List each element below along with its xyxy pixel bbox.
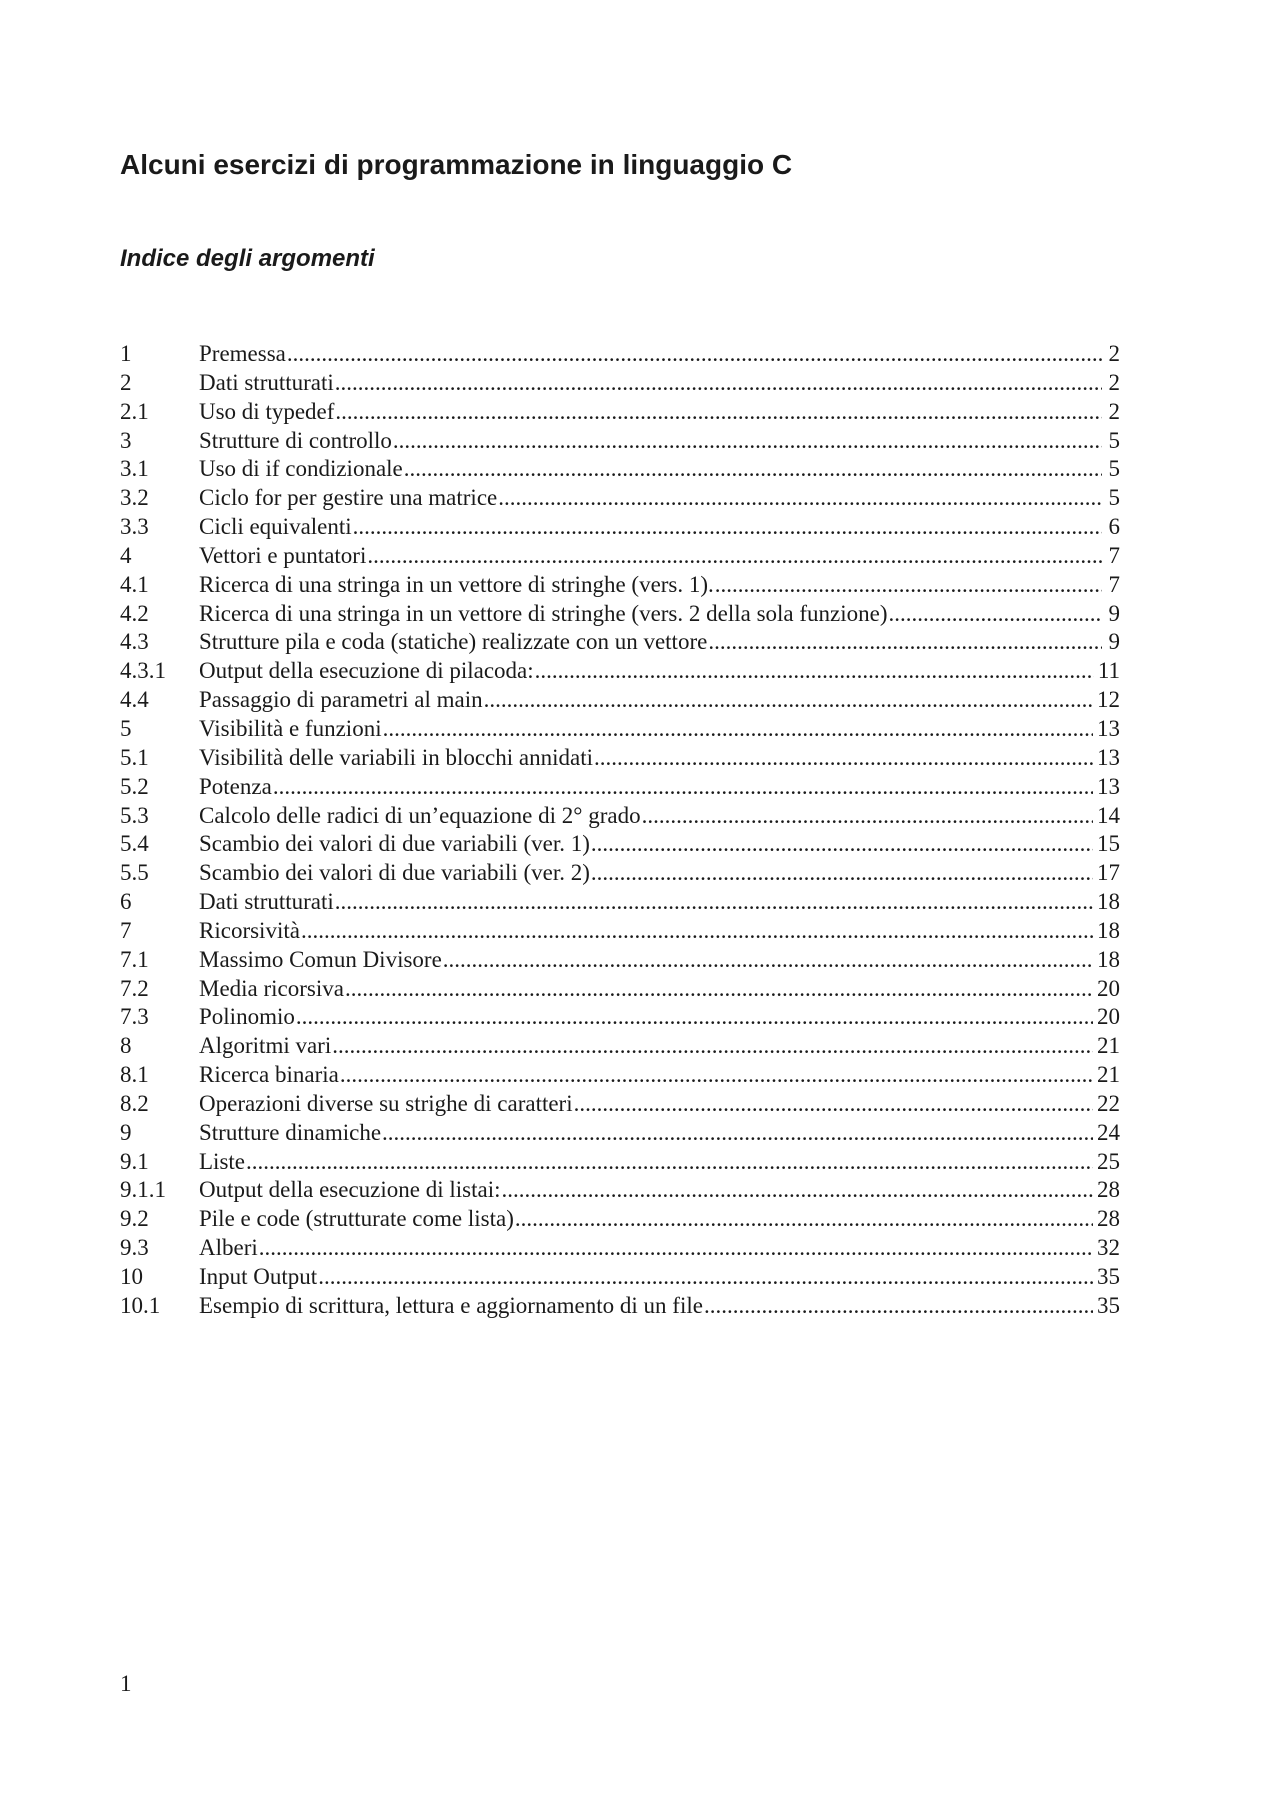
toc-entry-page: 2 — [1108, 398, 1120, 424]
toc-entry[interactable] — [120, 571, 1120, 600]
toc-entry[interactable] — [120, 427, 1120, 456]
toc-dot-leader — [246, 1148, 1093, 1177]
toc-entry-title: Passaggio di parametri al main — [199, 687, 483, 713]
toc-entry-title: Visibilità delle variabili in blocchi annidati — [199, 744, 593, 770]
toc-entry-title: Pile e code (strutturate come lista) — [199, 1206, 514, 1232]
toc-entry-page: 32 — [1097, 1235, 1120, 1261]
toc-entry-title: Input Output — [199, 1264, 318, 1289]
toc-entry-number: 7.3 — [120, 1004, 149, 1030]
toc-dot-leader — [704, 1292, 1093, 1321]
toc-entry-title: Strutture pila e coda (statiche) realizzate con un vettore — [199, 629, 708, 655]
toc-entry-title: Alberi — [199, 1235, 258, 1261]
toc-dot-leader — [273, 773, 1093, 802]
toc-entry-number: 5 — [120, 715, 132, 741]
toc-entry-number: 7.1 — [120, 946, 149, 972]
toc-entry-title: Premessa — [199, 341, 286, 366]
toc-entry-number: 4.3 — [120, 629, 149, 655]
toc-entry-number: 6 — [120, 889, 132, 915]
toc-dot-leader — [501, 1176, 1093, 1205]
toc-entry[interactable] — [120, 888, 1120, 917]
toc-entry-title: Ricorsività — [199, 917, 300, 943]
toc-entry-title: Esempio di scrittura, lettura e aggiornamento di un file — [199, 1292, 703, 1318]
toc-dot-leader — [393, 427, 1102, 456]
toc-entry-title: Visibilità e funzioni — [199, 715, 382, 741]
toc-entry-title: Operazioni diverse su strighe di caratteri — [199, 1090, 573, 1116]
page-number: 1 — [120, 1671, 132, 1696]
toc-entry-number: 3.3 — [120, 514, 149, 540]
toc-entry[interactable] — [120, 1061, 1120, 1090]
toc-entry[interactable] — [120, 628, 1120, 657]
toc-entry-number: 8 — [120, 1033, 132, 1059]
toc-entry[interactable] — [120, 513, 1120, 542]
toc-entry[interactable] — [120, 369, 1120, 398]
document-title: Alcuni esercizi di programmazione in linguaggio C — [120, 149, 793, 180]
toc-entry[interactable] — [120, 1003, 1120, 1032]
toc-entry-title: Output della esecuzione di pilacoda: — [199, 658, 534, 684]
toc-entry-page: 2 — [1108, 341, 1120, 366]
toc-entry-page: 18 — [1097, 889, 1120, 915]
toc-entry-page: 5 — [1108, 485, 1120, 511]
toc-entry-title: Uso di typedef — [199, 398, 335, 424]
toc-entry[interactable] — [120, 484, 1120, 513]
toc-entry-page: 12 — [1097, 687, 1120, 713]
toc-dot-leader — [594, 744, 1093, 773]
toc-entry[interactable] — [120, 1176, 1120, 1205]
toc-entry-title: Media ricorsiva — [199, 975, 344, 1001]
toc-dot-leader — [591, 830, 1093, 859]
toc-entry-title: Strutture di controllo — [199, 427, 392, 453]
toc-entry[interactable] — [120, 1119, 1120, 1148]
toc-entry-page: 21 — [1097, 1033, 1120, 1059]
toc-entry-page: 5 — [1108, 427, 1120, 453]
toc-entry[interactable] — [120, 917, 1120, 946]
toc-dot-leader — [296, 1003, 1093, 1032]
toc-entry-title: Ciclo for per gestire una matrice — [199, 485, 498, 511]
toc-entry-title: Liste — [199, 1148, 245, 1174]
toc-dot-leader — [382, 1119, 1093, 1148]
toc-entry[interactable] — [120, 340, 1120, 369]
toc-entry-title: Cicli equivalenti — [199, 514, 352, 540]
toc-entry-number: 5.1 — [120, 744, 149, 770]
toc-entry-title: Massimo Comun Divisore — [199, 946, 442, 972]
toc-entry[interactable] — [120, 1234, 1120, 1263]
toc-entry-number: 8.1 — [120, 1062, 149, 1088]
toc-entry[interactable] — [120, 1148, 1120, 1177]
toc-dot-leader — [715, 571, 1102, 600]
toc-entry-title: Scambio dei valori di due variabili (ver. 1) — [199, 831, 590, 857]
toc-entry-number: 5.4 — [120, 831, 149, 857]
toc-entry[interactable] — [120, 686, 1120, 715]
toc-entry-page: 14 — [1097, 802, 1120, 828]
toc-entry-title: Scambio dei valori di due variabili (ver. 2) — [199, 860, 590, 886]
toc-entry-number: 4.3.1 — [120, 658, 166, 684]
toc-dot-leader — [301, 917, 1093, 946]
toc-entry[interactable] — [120, 773, 1120, 802]
toc-entry-title: Ricerca di una stringa in un vettore di stringhe (vers. 1). — [199, 571, 714, 597]
toc-entry-page: 24 — [1097, 1119, 1120, 1145]
toc-entry-number: 9.1.1 — [120, 1177, 166, 1203]
toc-dot-leader — [367, 542, 1102, 571]
toc-entry-title: Uso di if condizionale — [199, 456, 403, 482]
toc-entry-page: 18 — [1097, 946, 1120, 972]
toc-dot-leader — [574, 1090, 1093, 1119]
toc-entry-number: 5.5 — [120, 860, 149, 886]
toc-dot-leader — [404, 455, 1102, 484]
toc-entry-page: 7 — [1108, 571, 1120, 597]
toc-dot-leader — [335, 888, 1093, 917]
toc-entry-number: 10.1 — [120, 1292, 161, 1318]
toc-entry-page: 20 — [1097, 975, 1120, 1001]
toc-entry-page: 13 — [1097, 773, 1120, 799]
toc-entry-number: 2.1 — [120, 398, 149, 424]
toc-entry[interactable] — [120, 455, 1120, 484]
toc-entry-page: 21 — [1097, 1062, 1120, 1088]
table-of-contents — [120, 340, 1120, 1321]
toc-entry-number: 4.1 — [120, 571, 149, 597]
toc-dot-leader — [708, 628, 1102, 657]
toc-entry[interactable] — [120, 1205, 1120, 1234]
toc-entry[interactable] — [120, 744, 1120, 773]
toc-entry-number: 7 — [120, 917, 132, 943]
toc-entry[interactable] — [120, 1090, 1120, 1119]
toc-entry-page: 9 — [1108, 600, 1120, 626]
toc-entry-title: Ricerca di una stringa in un vettore di stringhe (vers. 2 della sola funzione) — [199, 600, 888, 626]
toc-entry-number: 5.3 — [120, 802, 149, 828]
toc-entry-page: 2 — [1108, 369, 1120, 395]
toc-entry-page: 35 — [1097, 1292, 1120, 1318]
toc-entry[interactable] — [120, 715, 1120, 744]
toc-dot-leader — [332, 1032, 1093, 1061]
toc-dot-leader — [335, 398, 1102, 427]
toc-entry[interactable] — [120, 830, 1120, 859]
toc-dot-leader — [535, 657, 1094, 686]
toc-entry-title: Vettori e puntatori — [199, 542, 367, 568]
toc-dot-leader — [484, 686, 1093, 715]
toc-entry-page: 18 — [1097, 917, 1120, 943]
toc-entry-page: 5 — [1108, 456, 1120, 482]
toc-dot-leader — [383, 715, 1093, 744]
toc-dot-leader — [889, 600, 1102, 629]
toc-entry-number: 8.2 — [120, 1090, 149, 1116]
toc-entry-page: 25 — [1097, 1148, 1120, 1174]
toc-entry-number: 4.2 — [120, 600, 149, 626]
toc-entry-number: 2 — [120, 369, 132, 395]
toc-entry-number: 10 — [120, 1264, 143, 1289]
toc-entry[interactable] — [120, 600, 1120, 629]
toc-entry[interactable] — [120, 859, 1120, 888]
toc-entry-number: 3.1 — [120, 456, 149, 482]
toc-entry-title: Ricerca binaria — [199, 1062, 339, 1088]
toc-entry-number: 7.2 — [120, 975, 149, 1001]
toc-dot-leader — [443, 946, 1093, 975]
toc-entry-title: Potenza — [199, 773, 272, 799]
toc-entry-page: 20 — [1097, 1004, 1120, 1030]
toc-entry-page: 7 — [1108, 542, 1120, 568]
toc-dot-leader — [345, 975, 1093, 1004]
toc-entry-number: 1 — [120, 341, 132, 366]
toc-entry-page: 6 — [1108, 514, 1120, 540]
toc-entry-title: Output della esecuzione di listai: — [199, 1177, 501, 1203]
toc-entry[interactable] — [120, 398, 1120, 427]
toc-entry-number: 9 — [120, 1119, 132, 1145]
toc-entry-title: Algoritmi vari — [199, 1033, 332, 1059]
toc-entry[interactable] — [120, 975, 1120, 1004]
toc-entry-title: Strutture dinamiche — [199, 1119, 382, 1145]
toc-entry-number: 9.2 — [120, 1206, 149, 1232]
toc-entry[interactable] — [120, 1263, 1120, 1292]
toc-entry-number: 5.2 — [120, 773, 149, 799]
toc-entry-title: Dati strutturati — [199, 369, 334, 395]
toc-dot-leader — [591, 859, 1093, 888]
toc-dot-leader — [318, 1263, 1093, 1292]
toc-entry[interactable] — [120, 802, 1120, 831]
toc-entry-page: 15 — [1097, 831, 1120, 857]
toc-dot-leader — [353, 513, 1102, 542]
toc-entry-page: 35 — [1097, 1264, 1120, 1289]
toc-entry[interactable] — [120, 657, 1120, 686]
toc-entry-page: 13 — [1097, 744, 1120, 770]
toc-entry-page: 17 — [1097, 860, 1120, 886]
toc-entry[interactable] — [120, 542, 1120, 571]
toc-dot-leader — [515, 1205, 1093, 1234]
toc-entry-number: 3.2 — [120, 485, 149, 511]
toc-entry-number: 3 — [120, 427, 132, 453]
toc-entry-page: 13 — [1097, 715, 1120, 741]
toc-entry-number: 9.3 — [120, 1235, 149, 1261]
toc-entry-title: Dati strutturati — [199, 889, 334, 915]
toc-dot-leader — [340, 1061, 1093, 1090]
toc-entry-number: 4.4 — [120, 687, 149, 713]
toc-entry-page: 28 — [1097, 1177, 1120, 1203]
toc-dot-leader — [498, 484, 1102, 513]
toc-entry-number: 4 — [120, 542, 132, 568]
toc-entry[interactable] — [120, 1032, 1120, 1061]
toc-dot-leader — [642, 802, 1093, 831]
toc-entry-title: Calcolo delle radici di un’equazione di 2° grado — [199, 802, 641, 828]
toc-dot-leader — [287, 340, 1102, 369]
toc-entry[interactable] — [120, 946, 1120, 975]
toc-heading: Indice degli argomenti — [120, 245, 375, 272]
toc-entry-page: 9 — [1108, 629, 1120, 655]
toc-entry-page: 28 — [1097, 1206, 1120, 1232]
toc-entry-number: 9.1 — [120, 1148, 149, 1174]
toc-dot-leader — [259, 1234, 1093, 1263]
toc-entry-title: Polinomio — [199, 1004, 295, 1030]
toc-entry-page: 22 — [1097, 1090, 1120, 1116]
toc-dot-leader — [335, 369, 1102, 398]
toc-entry-page: 11 — [1097, 658, 1120, 684]
toc-entry[interactable] — [120, 1292, 1120, 1321]
